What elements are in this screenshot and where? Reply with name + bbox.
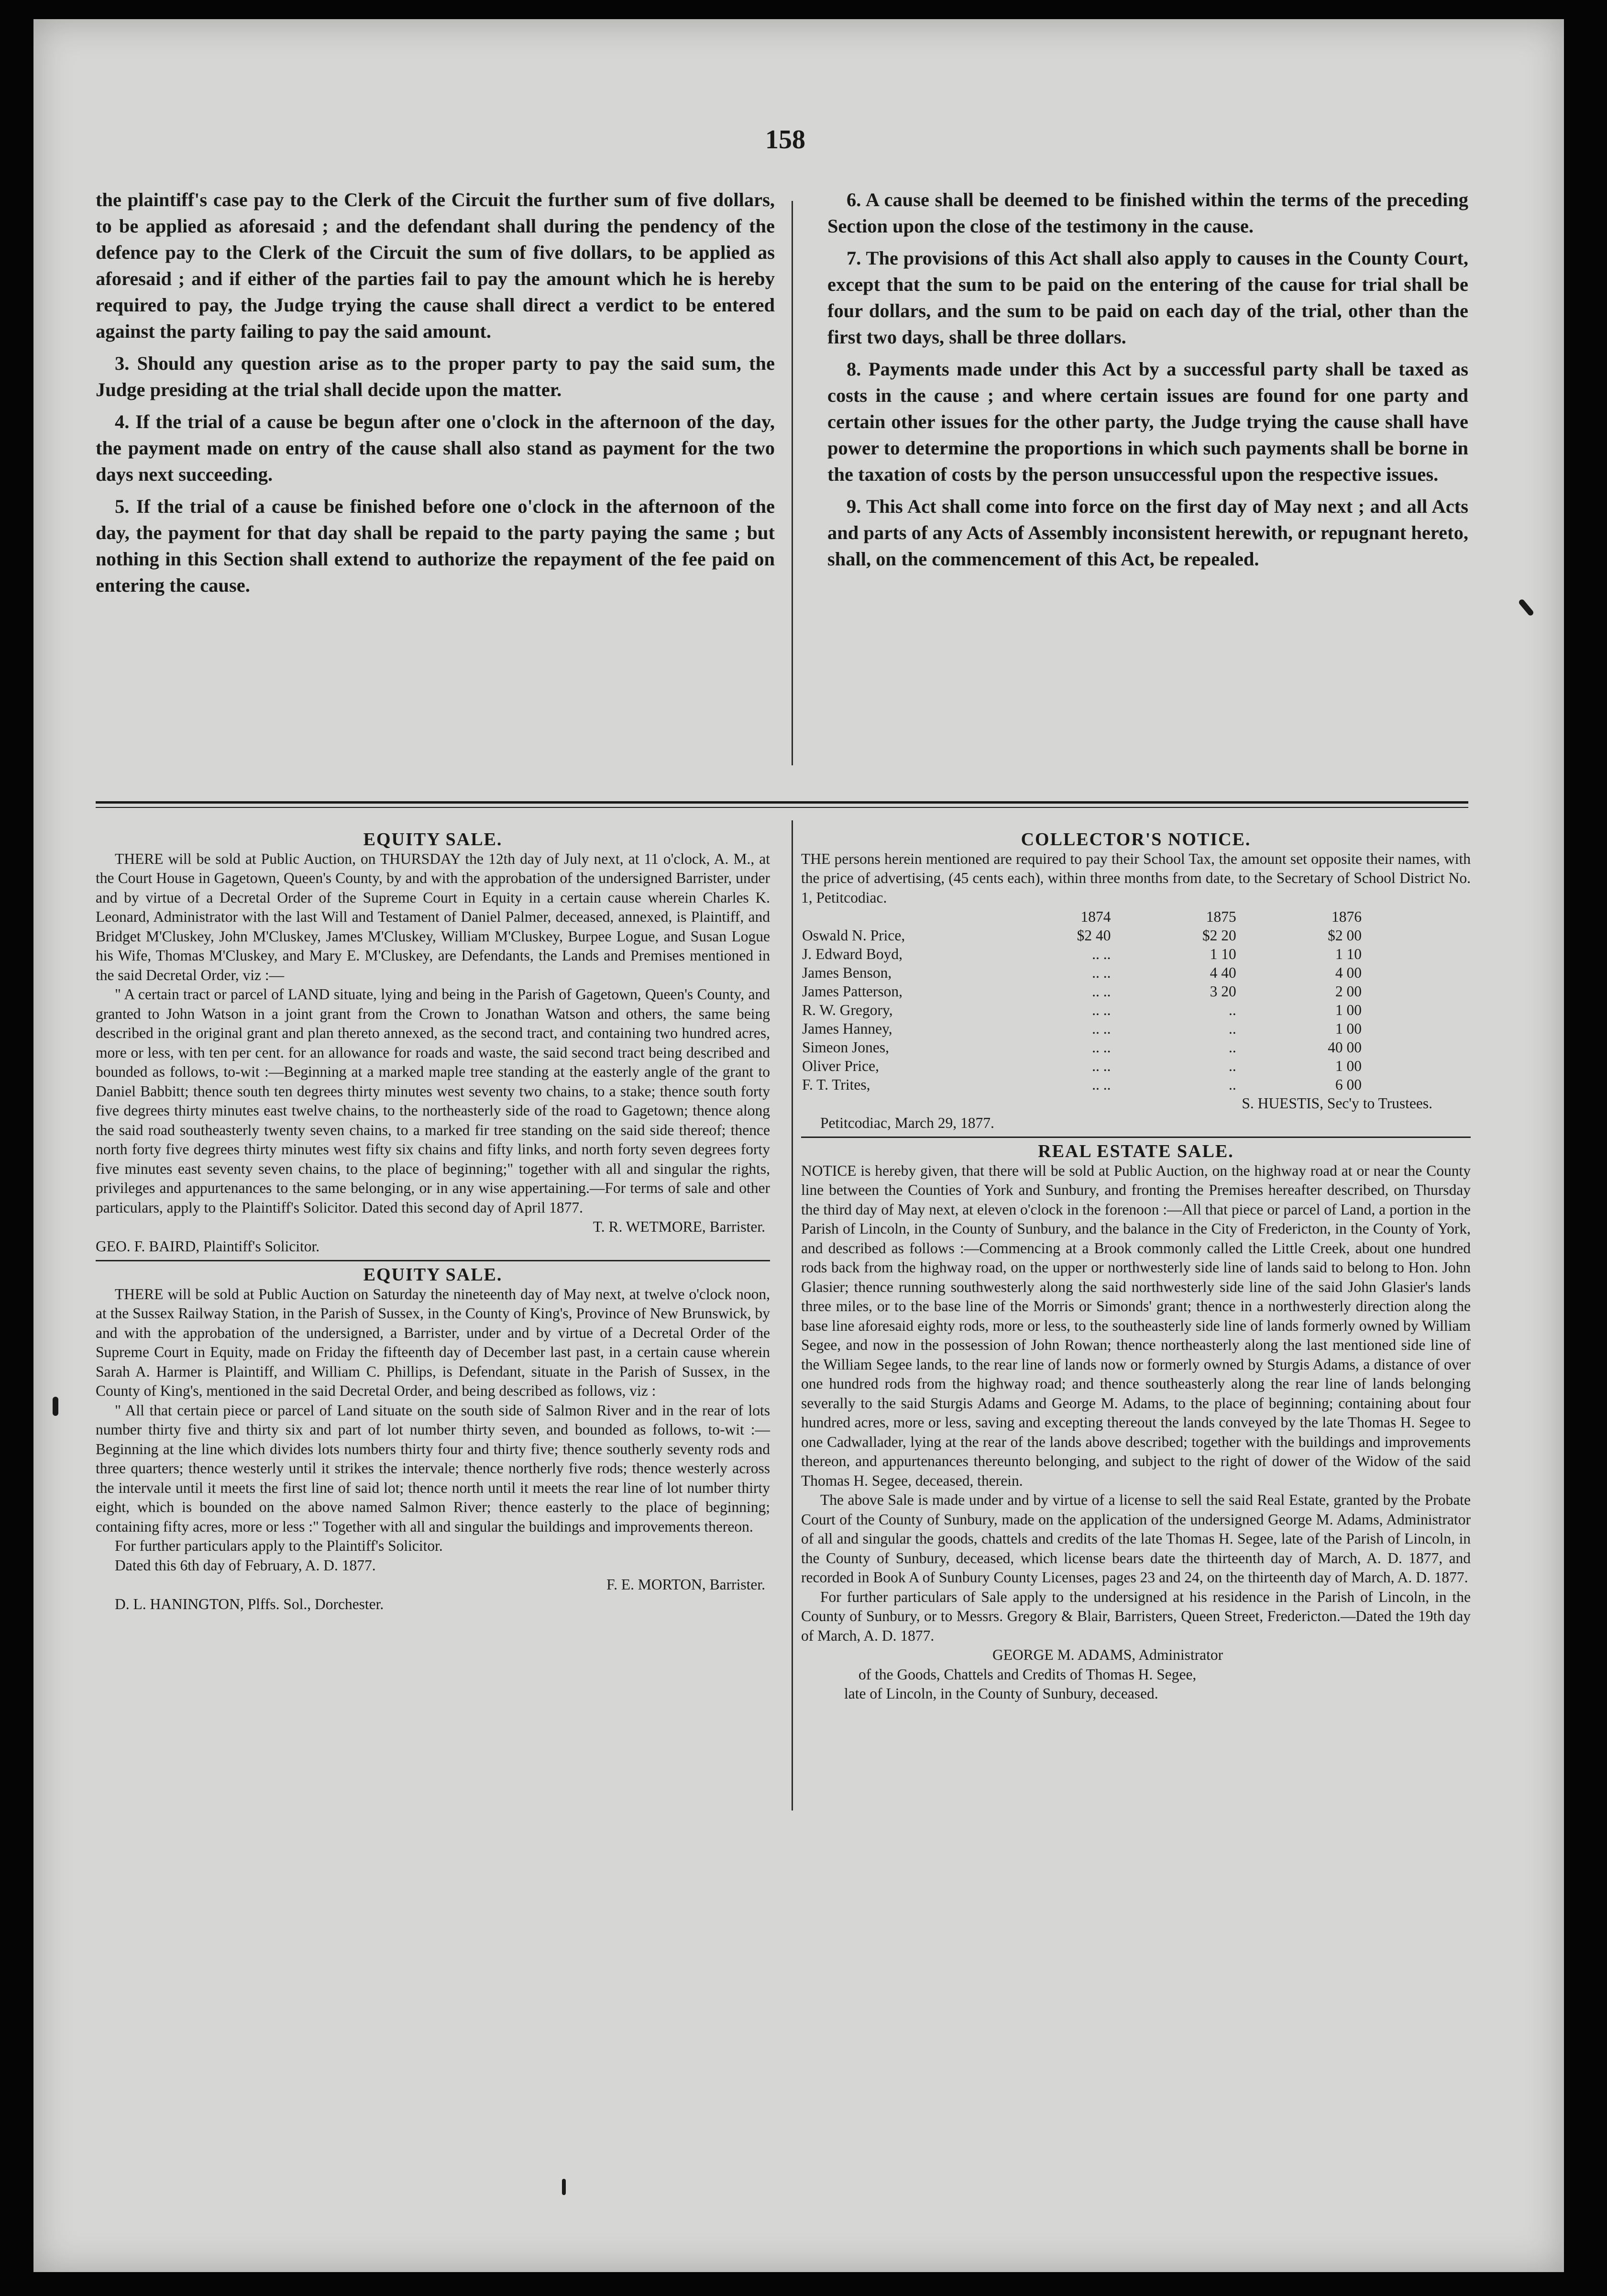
notice-signature: F. E. MORTON, Barrister.	[606, 1576, 765, 1593]
tax-1875: ..	[1228, 1058, 1236, 1074]
notice-signature: late of Lincoln, in the County of Sunbury, deceased.	[844, 1685, 1158, 1702]
notice-heading: REAL ESTATE SALE.	[1038, 1141, 1234, 1161]
notice-rule	[96, 1260, 770, 1261]
tax-1874: .. ..	[1092, 946, 1111, 962]
act-paragraph: 7. The provisions of this Act shall also apply to causes in the County Court, except that the sum to be paid on the entering of the cause for trial shall be four dollars, and the sum to be paid on each day of the trial, other than the first two days, shall be three dollars.	[827, 247, 1468, 348]
act-paragraph: 8. Payments made under this Act by a successful party shall be taxed as costs in the cause ; and where certain issues are found for one party and certain other issues for the other party, the Judge trying the cause shall have power to determine the proportions in which such payments shall be borne in the taxation of costs by the person unsuccessful upon the respective issues.	[827, 358, 1468, 485]
taxpayer-name: Simeon Jones,	[802, 1039, 890, 1056]
tax-1875: ..	[1228, 1076, 1236, 1093]
tax-1875: 4 40	[1210, 964, 1236, 981]
taxpayer-name: Oliver Price,	[802, 1058, 879, 1074]
year-header: 1875	[1206, 908, 1236, 925]
year-header: 1874	[1080, 908, 1111, 925]
notice-heading: EQUITY SALE.	[363, 1265, 503, 1285]
notice-signature: S. HUESTIS, Sec'y to Trustees.	[1242, 1095, 1432, 1112]
tax-1876: 1 00	[1335, 1058, 1362, 1074]
tax-1876: 6 00	[1335, 1076, 1362, 1093]
collectors-notice	[801, 830, 1471, 1704]
tax-1875: $2 20	[1202, 927, 1236, 944]
tax-table-header	[802, 907, 1362, 926]
tax-1874: .. ..	[1092, 1020, 1111, 1037]
table-row	[802, 963, 1362, 982]
taxpayer-name: R. W. Gregory,	[802, 1002, 893, 1018]
taxpayer-name: J. Edward Boyd,	[802, 946, 903, 962]
tax-1874: .. ..	[1092, 1039, 1111, 1056]
page-number: 158	[765, 125, 805, 155]
ink-smudge	[53, 1397, 58, 1416]
notice-body: THERE will be sold at Public Auction on Saturday the nineteenth day of May next, at twelve o'clock noon, at the Sussex Railway Station, in the Parish of Sussex, in the County of King's, Province of New Brunswick, by and with the approbation of the undersigned, a Barrister, under and by virtue of a Decretal Order of the Supreme Court in Equity, made on Friday the fifteenth day of December last past, in a certain cause wherein Sarah A. Harmer is Plaintiff, and William C. Phillips, is Defendant, situate in the Parish of Sussex, in the County of King's, mentioned in the said Decretal Order, and being described as follows, viz :	[96, 1285, 770, 1399]
table-row	[802, 1038, 1362, 1057]
tax-1876: 1 00	[1335, 1002, 1362, 1018]
notice-heading: EQUITY SALE.	[363, 829, 503, 850]
tax-1875: ..	[1228, 1002, 1236, 1018]
table-row	[802, 982, 1362, 1001]
act-paragraph: 9. This Act shall come into force on the first day of May next ; and all Acts and parts of any Acts of Assembly inconsistent herewith, or repugnant hereto, shall, on the commencement of this Act, be repealed.	[827, 496, 1468, 570]
tax-1874: .. ..	[1092, 983, 1111, 1000]
tax-1874: .. ..	[1092, 1002, 1111, 1018]
taxpayer-name: F. T. Trites,	[802, 1076, 870, 1093]
notice-body: The above Sale is made under and by virtue of a license to sell the said Real Estate, granted by the Probate Court of the County of Sunbury, made on the application of the undersigned George M. Adams, Administrator of all and singular the goods, chattels and credits of the late Thomas H. Segee, late of the Parish of Lincoln, in the County of Sunbury, deceased, which license bears date the thirteenth day of March, A. D. 1877, and recorded in Book A of Sunbury County Licenses, pages 23 and 24, on the thirteenth day of March, A. D. 1877.	[801, 1491, 1471, 1586]
table-row	[802, 1057, 1362, 1075]
taxpayer-name: James Benson,	[802, 964, 892, 981]
notice-dated: Petitcodiac, March 29, 1877.	[820, 1114, 994, 1131]
act-paragraph: 6. A cause shall be deemed to be finished within the terms of the preceding Section upon the close of the testimony in the cause.	[827, 189, 1468, 237]
act-right-column	[827, 187, 1468, 578]
notice-dated: Dated this 6th day of February, A. D. 1877.	[115, 1556, 376, 1574]
notice-body: For further particulars of Sale apply to the undersigned at his residence in the Parish of Lincoln, in the County of Sunbury, or to Messrs. Gregory & Blair, Barristers, Queen Street, Fredericton.—Dated the 19th day of March, A. D. 1877.	[801, 1588, 1471, 1644]
tax-1876: 1 10	[1335, 946, 1362, 962]
section-rule	[96, 801, 1468, 804]
tax-1874: .. ..	[1092, 964, 1111, 981]
equity-sale-notice	[96, 830, 770, 1614]
tax-1874: $2 40	[1077, 927, 1111, 944]
notice-signature: GEORGE M. ADAMS, Administrator	[992, 1646, 1223, 1663]
notice-body: THE persons herein mentioned are required to pay their School Tax, the amount set opposite their names, with the price of advertising, (45 cents each), within three months from date, to the Secretary of School District No. 1, Petitcodiac.	[801, 850, 1471, 906]
notice-solicitor: D. L. HANINGTON, Plffs. Sol., Dorchester.	[115, 1595, 384, 1612]
table-row	[802, 1001, 1362, 1019]
ink-smudge	[562, 2179, 566, 2195]
tax-1875: ..	[1228, 1039, 1236, 1056]
act-left-column	[96, 187, 775, 604]
tax-1876: 2 00	[1335, 983, 1362, 1000]
act-paragraph: 4. If the trial of a cause be begun after one o'clock in the afternoon of the day, the payment made on entry of the cause shall also stand as payment for the two days next succeeding.	[96, 411, 775, 485]
notice-solicitor: GEO. F. BAIRD, Plaintiff's Solicitor.	[96, 1237, 320, 1255]
notice-rule	[801, 1137, 1471, 1138]
notice-quote: " A certain tract or parcel of LAND situate, lying and being in the Parish of Gagetown, Queen's County, and granted to John Watson in a joint grant from the Crown to Jonathan Watson and others, the same being described in the original grant and plan thereto annexed, as the second tract, and containing two hundred acres, more or less, with ten per cent. for an allowance for roads and waste, the said second tract being described and bounded as follows, to-wit :—Beginning at a marked maple tree standing at the easterly angle of the grant to Daniel Babbitt; thence south ten degrees thirty minutes west seventy two chains, to a stake; thence south forty five degrees thirty minutes east twelve chains, to the northeasterly side of the road to Gagetown; thence along the said road southeasterly twenty seven chains, to a marked fir tree standing on the said side thereof; thence north forty five degrees thirty minutes west fifty six chains and fifty links, and north forty seven degrees forty five minutes east seventy seven chains, to the place of beginning;" together with all and singular the rights, privileges and appurtenances to the same belonging, or in any wise appertaining.—For terms of sale and other particulars, apply to the Plaintiff's Solicitor. Dated this second day of April 1877.	[96, 986, 770, 1216]
table-row	[802, 1075, 1362, 1094]
notice-body: NOTICE is hereby given, that there will be sold at Public Auction, on the highway road at or near the County line between the Counties of York and Sunbury, and fronting the Premises hereafter described, on Thursday the third day of May next, at eleven o'clock in the forenoon :—All that piece or parcel of Land, a portion in the Parish of Lincoln, in the County of Sunbury, and the balance in the City of Fredericton, in the County of York, and described as follows :—Commencing at a Brook commonly called the Little Creek, about one hundred rods back from the highway road, on the upper or northwesterly side line of lands said to belong to Hon. John Glasier; thence running southwesterly along the said northwesterly side line of the said John Glasier's lands three miles, or to the base line of the Morris or Simonds' grant; thence in a northwesterly direction along the base line aforesaid eighty rods, more or less, to the southeasterly side line of lands formerly owned by William Segee, and now in the possession of John Rowan; thence northeasterly along the last mentioned side line of the William Segee lands, to the rear line of lands now or formerly owned by Sturgis Adams, a distance of over one hundred rods from the highway road; and thence southeasterly along the rear line of lands belonging severally to the said Sturgis Adams and George M. Adams, to the place of beginning; containing about four hundred acres, more or less, saving and excepting thereout the lands conveyed by the late Thomas H. Segee to one Cadwallader, lying at the rear of the lands above described; together with the buildings and improvements thereon, and appurtenances thereunto belonging, and subject to the right of dower of the Widow of the said Thomas H. Segee, deceased, therein.	[801, 1162, 1471, 1489]
year-header: 1876	[1332, 908, 1362, 925]
act-paragraph: 3. Should any question arise as to the proper party to pay the said sum, the Judge presiding at the trial shall decide upon the matter.	[96, 353, 775, 400]
notice-signature: T. R. WETMORE, Barrister.	[593, 1218, 765, 1235]
table-row	[802, 1019, 1362, 1038]
notice-heading: COLLECTOR'S NOTICE.	[1021, 829, 1251, 850]
notice-signature: of the Goods, Chattels and Credits of Thomas H. Segee,	[859, 1666, 1197, 1683]
notice-quote: " All that certain piece or parcel of Land situate on the south side of Salmon River and in the rear of lots number thirty five and thirty six and part of lot number thirty seven, and bounded as follows, to-wit :—Beginning at the line which divides lots numbers thirty four and thirty five; thence southerly seventy rods and three quarters; thence westerly until it strikes the intervale; thence northerly five rods; thence westerly across the intervale until it meets the first line of said lot; thence north until it meets the rear line of lot number thirty eight, which is bounded on the above named Salmon River; thence easterly to the place of beginning; containing fifty acres, more or less :" Together with all and singular the buildings and improvements thereon.	[96, 1402, 770, 1535]
tax-1876: 40 00	[1328, 1039, 1362, 1056]
tax-1874: .. ..	[1092, 1076, 1111, 1093]
tax-1876: $2 00	[1328, 927, 1362, 944]
tax-1875: 1 10	[1210, 946, 1236, 962]
act-paragraph: 5. If the trial of a cause be finished before one o'clock in the afternoon of the day, the payment for that day shall be repaid to the party paying the same ; but nothing in this Section shall extend to authorize the repayment of the fee paid on entering the cause.	[96, 496, 775, 596]
notice-particulars: For further particulars apply to the Plaintiff's Solicitor.	[115, 1537, 443, 1554]
column-divider	[792, 201, 793, 765]
act-paragraph: the plaintiff's case pay to the Clerk of the Circuit the further sum of five dollars, to be applied as aforesaid ; and the defendant shall during the pendency of the defence pay to the Clerk of the Circuit the sum of five dollars, to be applied as aforesaid ; and if either of the parties fail to pay the amount which he is hereby required to pay, the Judge trying the cause shall direct a verdict to be entered against the party failing to pay the said amount.	[96, 189, 775, 342]
tax-1875: ..	[1228, 1020, 1236, 1037]
tax-1875: 3 20	[1210, 983, 1236, 1000]
tax-1874: .. ..	[1092, 1058, 1111, 1074]
table-row	[802, 926, 1362, 945]
tax-table	[802, 907, 1362, 1094]
taxpayer-name: James Hanney,	[802, 1020, 892, 1037]
taxpayer-name: James Patterson,	[802, 983, 903, 1000]
notice-body: THERE will be sold at Public Auction, on THURSDAY the 12th day of July next, at 11 o'clock, A. M., at the Court House in Gagetown, Queen's County, by and with the approbation of the undersigned Barrister, under and by virtue of a Decretal Order of the Supreme Court in Equity in a certain cause wherein Charles K. Leonard, Administrator with the last Will and Testament of Daniel Palmer, deceased, annexed, is Plaintiff, and Bridget M'Cluskey, John M'Cluskey, James M'Cluskey, William M'Cluskey, Burpee Logue, and Susan Logue his Wife, Thomas M'Cluskey, and Mary E. M'Cluskey, are Defendants, the Lands and Premises mentioned in the said Decretal Order, viz :—	[96, 850, 770, 983]
column-divider	[792, 820, 793, 1810]
tax-1876: 1 00	[1335, 1020, 1362, 1037]
section-rule-thin	[96, 807, 1468, 808]
taxpayer-name: Oswald N. Price,	[802, 927, 905, 944]
table-row	[802, 945, 1362, 963]
tax-1876: 4 00	[1335, 964, 1362, 981]
